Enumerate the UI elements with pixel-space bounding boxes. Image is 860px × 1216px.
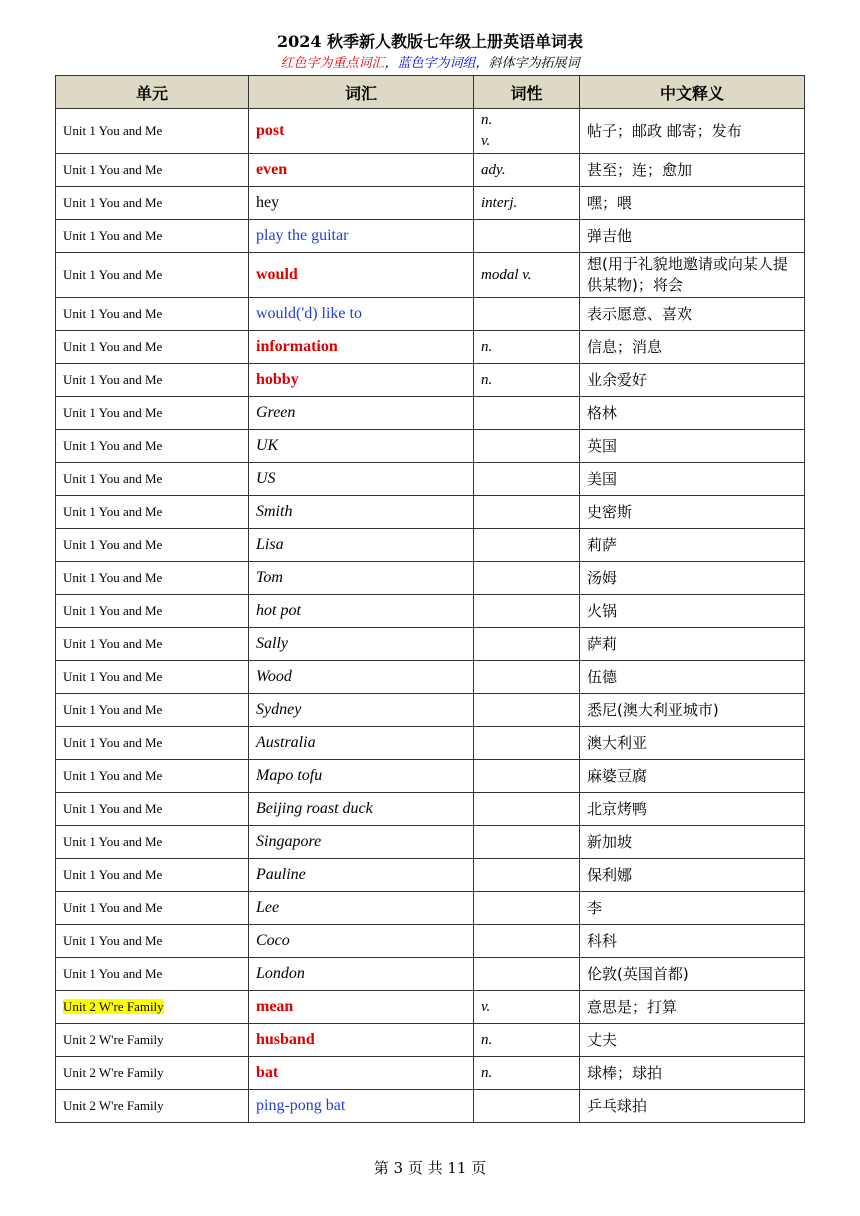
part-of-speech-cell [474,892,580,925]
unit-cell [56,430,249,463]
table-row [56,859,805,892]
meaning-cell: 澳大利亚 [580,727,805,760]
part-of-speech-cell [474,727,580,760]
part-of-speech-cell: n. v. [474,109,580,154]
part-of-speech-cell [474,220,580,253]
legend-phrases: 蓝色字为词组 [397,56,476,71]
legend-separator: ， [384,56,398,71]
part-of-speech-cell [474,826,580,859]
part-of-speech-cell: modal v. [474,253,580,298]
word-cell: Lisa [249,529,474,562]
unit-cell [56,109,249,154]
part-of-speech-cell: n. [474,1057,580,1090]
meaning-cell: 英国 [580,430,805,463]
unit-label: Unit 1 You and Me [63,669,163,684]
meaning-cell: 球棒；球拍 [580,1057,805,1090]
table-row [56,958,805,991]
word-cell: Pauline [249,859,474,892]
word-cell: UK [249,430,474,463]
unit-cell [56,529,249,562]
table-row [56,397,805,430]
unit-label: Unit 1 You and Me [63,603,163,618]
part-of-speech-cell [474,859,580,892]
header-chinese-meaning: 中文释义 [580,76,805,109]
part-of-speech-cell [474,529,580,562]
meaning-cell: 科科 [580,925,805,958]
table-row [56,661,805,694]
unit-label: Unit 1 You and Me [63,123,163,138]
word-cell: Beijing roast duck [249,793,474,826]
unit-cell [56,298,249,331]
unit-cell [56,331,249,364]
unit-cell [56,760,249,793]
table-row [56,628,805,661]
unit-cell [56,1057,249,1090]
part-of-speech-cell: v. [474,991,580,1024]
meaning-cell: 甚至；连；愈加 [580,154,805,187]
word-cell: Sydney [249,694,474,727]
unit-cell [56,397,249,430]
meaning-cell: 乒乓球拍 [580,1090,805,1123]
unit-label: Unit 2 W're Family [63,1065,164,1080]
unit-label: Unit 2 W're Family [63,999,164,1014]
word-cell: Tom [249,562,474,595]
table-header-row [56,76,805,109]
legend-separator: ， [475,56,489,71]
unit-label: Unit 1 You and Me [63,504,163,519]
word-cell: Smith [249,496,474,529]
word-cell: Lee [249,892,474,925]
header-word: 词汇 [249,76,474,109]
meaning-cell: 李 [580,892,805,925]
unit-label: Unit 1 You and Me [63,768,163,783]
table-row [56,694,805,727]
unit-label: Unit 1 You and Me [63,162,163,177]
meaning-cell: 史密斯 [580,496,805,529]
unit-cell [56,1024,249,1057]
part-of-speech-cell [474,562,580,595]
part-of-speech-cell [474,760,580,793]
unit-cell [56,154,249,187]
unit-label: Unit 1 You and Me [63,900,163,915]
header-unit: 单元 [56,76,249,109]
part-of-speech-cell [474,958,580,991]
table-row [56,793,805,826]
legend-key-words: 红色字为重点词汇 [280,56,385,71]
unit-label: Unit 1 You and Me [63,228,163,243]
part-of-speech-cell [474,628,580,661]
part-of-speech-cell [474,793,580,826]
meaning-cell: 业余爱好 [580,364,805,397]
unit-cell [56,727,249,760]
table-row [56,727,805,760]
unit-label: Unit 1 You and Me [63,405,163,420]
part-of-speech-cell [474,595,580,628]
part-of-speech-cell [474,496,580,529]
unit-cell [56,958,249,991]
unit-cell [56,187,249,220]
part-of-speech-cell [474,298,580,331]
word-cell: Australia [249,727,474,760]
table-row [56,760,805,793]
legend-extension-words: 斜体字为拓展词 [488,56,580,71]
vocabulary-table-body [56,109,805,1123]
table-row [56,826,805,859]
meaning-cell: 表示愿意、喜欢 [580,298,805,331]
vocabulary-table [55,75,805,1123]
meaning-cell: 弹吉他 [580,220,805,253]
part-of-speech-cell [474,925,580,958]
table-row [56,463,805,496]
meaning-cell: 嘿；喂 [580,187,805,220]
word-cell: Sally [249,628,474,661]
table-row [56,892,805,925]
meaning-cell: 火锅 [580,595,805,628]
meaning-cell: 丈夫 [580,1024,805,1057]
meaning-cell: 帖子；邮政 邮寄；发布 [580,109,805,154]
unit-label: Unit 1 You and Me [63,372,163,387]
unit-cell [56,253,249,298]
part-of-speech-cell [474,463,580,496]
header-part-of-speech: 词性 [474,76,580,109]
unit-cell [56,826,249,859]
document-title: 2024 秋季新人教版七年级上册英语单词表 [276,32,584,51]
unit-cell [56,220,249,253]
meaning-cell: 伦敦(英国首都) [580,958,805,991]
word-cell: bat [249,1057,474,1090]
word-cell: hot pot [249,595,474,628]
footer-suffix: 页 [471,1159,487,1177]
meaning-cell: 汤姆 [580,562,805,595]
word-cell: information [249,331,474,364]
word-cell: mean [249,991,474,1024]
unit-cell [56,925,249,958]
table-row [56,298,805,331]
unit-label: Unit 1 You and Me [63,471,163,486]
meaning-cell: 格林 [580,397,805,430]
unit-label: Unit 1 You and Me [63,801,163,816]
table-row [56,562,805,595]
meaning-cell: 意思是；打算 [580,991,805,1024]
meaning-cell: 信息；消息 [580,331,805,364]
unit-cell [56,661,249,694]
word-cell: even [249,154,474,187]
meaning-cell: 伍德 [580,661,805,694]
unit-cell [56,628,249,661]
word-cell: US [249,463,474,496]
meaning-cell: 北京烤鸭 [580,793,805,826]
word-cell: husband [249,1024,474,1057]
footer-prefix: 第 [373,1159,389,1177]
part-of-speech-cell: interj. [474,187,580,220]
unit-cell [56,562,249,595]
part-of-speech-cell [474,430,580,463]
unit-cell [56,1090,249,1123]
page-footer [0,1158,860,1178]
unit-label: Unit 1 You and Me [63,966,163,981]
unit-label: Unit 1 You and Me [63,735,163,750]
part-of-speech-cell: ady. [474,154,580,187]
meaning-cell: 悉尼(澳大利亚城市) [580,694,805,727]
unit-cell [56,694,249,727]
word-cell: ping-pong bat [249,1090,474,1123]
unit-label: Unit 1 You and Me [63,867,163,882]
part-of-speech-cell: n. [474,364,580,397]
unit-label: Unit 1 You and Me [63,339,163,354]
unit-cell [56,463,249,496]
meaning-cell: 新加坡 [580,826,805,859]
table-row [56,109,805,154]
unit-label: Unit 1 You and Me [63,636,163,651]
footer-middle: 页 共 [407,1159,443,1177]
part-of-speech-cell [474,1090,580,1123]
meaning-cell: 美国 [580,463,805,496]
table-row [56,187,805,220]
word-cell: would [249,253,474,298]
meaning-cell: 萨莉 [580,628,805,661]
table-row [56,1057,805,1090]
unit-label: Unit 2 W're Family [63,1098,164,1113]
word-cell: Singapore [249,826,474,859]
meaning-cell: 想(用于礼貌地邀请或向某人提供某物)；将会 [580,253,805,298]
part-of-speech-cell [474,661,580,694]
meaning-cell: 保利娜 [580,859,805,892]
word-cell: London [249,958,474,991]
unit-cell [56,364,249,397]
part-of-speech-cell [474,397,580,430]
unit-label: Unit 1 You and Me [63,933,163,948]
unit-cell [56,991,249,1024]
unit-cell [56,859,249,892]
part-of-speech-cell: n. [474,1024,580,1057]
part-of-speech-cell: n. [474,331,580,364]
table-row [56,1024,805,1057]
total-page-count: 11 [447,1159,467,1177]
word-cell: would('d) like to [249,298,474,331]
unit-label: Unit 1 You and Me [63,195,163,210]
table-row [56,430,805,463]
table-row [56,220,805,253]
meaning-cell: 莉萨 [580,529,805,562]
unit-label: Unit 1 You and Me [63,834,163,849]
table-row [56,364,805,397]
unit-label: Unit 1 You and Me [63,306,163,321]
unit-cell [56,892,249,925]
unit-label: Unit 1 You and Me [63,438,163,453]
word-cell: Coco [249,925,474,958]
unit-label: Unit 1 You and Me [63,537,163,552]
unit-cell [56,595,249,628]
word-cell: Wood [249,661,474,694]
table-row [56,991,805,1024]
color-legend [0,55,860,72]
table-row [56,331,805,364]
unit-label: Unit 1 You and Me [63,267,163,282]
table-row [56,154,805,187]
unit-label: Unit 1 You and Me [63,570,163,585]
table-row [56,496,805,529]
meaning-cell: 麻婆豆腐 [580,760,805,793]
unit-cell [56,496,249,529]
unit-label: Unit 2 W're Family [63,1032,164,1047]
unit-label: Unit 1 You and Me [63,702,163,717]
word-cell: Mapo tofu [249,760,474,793]
table-row [56,253,805,298]
table-row [56,1090,805,1123]
word-cell: hobby [249,364,474,397]
word-cell: hey [249,187,474,220]
table-row [56,925,805,958]
table-row [56,595,805,628]
word-cell: post [249,109,474,154]
part-of-speech-cell [474,694,580,727]
unit-cell [56,793,249,826]
word-cell: play the guitar [249,220,474,253]
word-cell: Green [249,397,474,430]
table-row [56,529,805,562]
current-page-number: 3 [393,1159,404,1177]
